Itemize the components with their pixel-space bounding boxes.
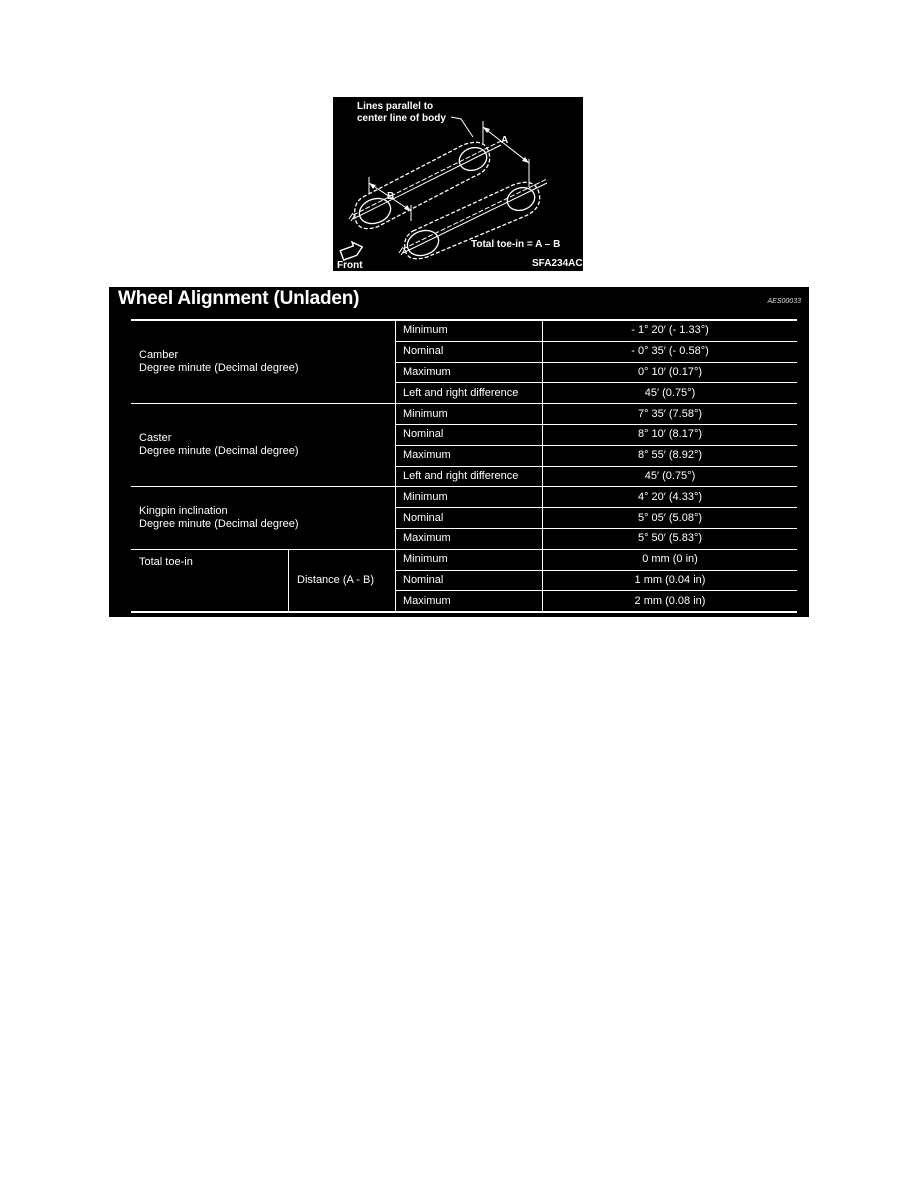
center-line-upper xyxy=(353,141,501,215)
toe-in-sub: Distance (A - B) xyxy=(297,573,375,586)
kingpin-name: Kingpin inclination xyxy=(139,505,228,518)
table-row xyxy=(131,549,797,570)
row-label: Maximum xyxy=(396,591,543,612)
row-label: Minimum xyxy=(396,487,543,508)
dimension-b-label: B xyxy=(387,191,395,202)
toe-in-sub-cell xyxy=(289,549,396,612)
center-line-upper-2 xyxy=(353,145,501,219)
toe-in-formula: Total toe-in = A – B xyxy=(471,239,561,250)
table-row xyxy=(131,487,797,508)
row-value: - 0° 35′ (- 0.58°) xyxy=(543,341,798,362)
row-value: 0° 10′ (0.17°) xyxy=(543,362,798,383)
section-code: AES00033 xyxy=(767,298,801,305)
dimension-a-label: A xyxy=(501,135,509,146)
row-value: 8° 55′ (8.92°) xyxy=(543,445,798,466)
wheel-alignment-panel xyxy=(109,287,809,617)
diagram-label-line-1: Lines parallel to xyxy=(357,101,434,112)
row-label: Nominal xyxy=(396,341,543,362)
row-value: 8° 10′ (8.17°) xyxy=(543,424,798,445)
section-title: Wheel Alignment (Unladen) xyxy=(118,288,360,309)
dimension-a xyxy=(483,121,529,187)
row-value: 45′ (0.75°) xyxy=(543,466,798,487)
row-value: 4° 20′ (4.33°) xyxy=(543,487,798,508)
row-value: 5° 05′ (5.08°) xyxy=(543,508,798,529)
row-label: Minimum xyxy=(396,320,543,341)
row-value: - 1° 20′ (- 1.33°) xyxy=(543,320,798,341)
row-value: 7° 35′ (7.58°) xyxy=(543,404,798,425)
row-label: Left and right difference xyxy=(396,466,543,487)
toe-in-illustration xyxy=(333,97,583,271)
toe-in-cell xyxy=(131,549,289,612)
row-label: Maximum xyxy=(396,362,543,383)
camber-cell xyxy=(131,320,396,404)
table-row xyxy=(131,404,797,425)
row-label: Nominal xyxy=(396,424,543,445)
kingpin-unit: Degree minute (Decimal degree) xyxy=(139,518,299,531)
diagram-label-line-2: center line of body xyxy=(357,113,446,124)
row-value: 2 mm (0.08 in) xyxy=(543,591,798,612)
toe-in-name: Total toe-in xyxy=(139,555,193,568)
front-label: Front xyxy=(337,260,363,271)
row-value: 5° 50′ (5.83°) xyxy=(543,528,798,549)
row-label: Nominal xyxy=(396,570,543,591)
row-value: 45′ (0.75°) xyxy=(543,383,798,404)
table-row xyxy=(131,320,797,341)
row-value: 0 mm (0 in) xyxy=(543,549,798,570)
leader-line xyxy=(451,117,473,137)
kingpin-cell xyxy=(131,487,396,549)
row-label: Minimum xyxy=(396,549,543,570)
caster-unit: Degree minute (Decimal degree) xyxy=(139,445,299,458)
toe-in-diagram xyxy=(333,97,583,271)
row-label: Maximum xyxy=(396,445,543,466)
caster-name: Caster xyxy=(139,432,172,445)
front-arrow-icon xyxy=(339,239,364,260)
row-label: Left and right difference xyxy=(396,383,543,404)
wheel-alignment-table xyxy=(131,319,797,613)
row-label: Nominal xyxy=(396,508,543,529)
camber-unit: Degree minute (Decimal degree) xyxy=(139,362,299,375)
row-label: Maximum xyxy=(396,528,543,549)
caster-cell xyxy=(131,404,396,487)
row-label: Minimum xyxy=(396,404,543,425)
row-value: 1 mm (0.04 in) xyxy=(543,570,798,591)
camber-name: Camber xyxy=(139,349,179,362)
figure-code: SFA234AC xyxy=(532,258,583,269)
